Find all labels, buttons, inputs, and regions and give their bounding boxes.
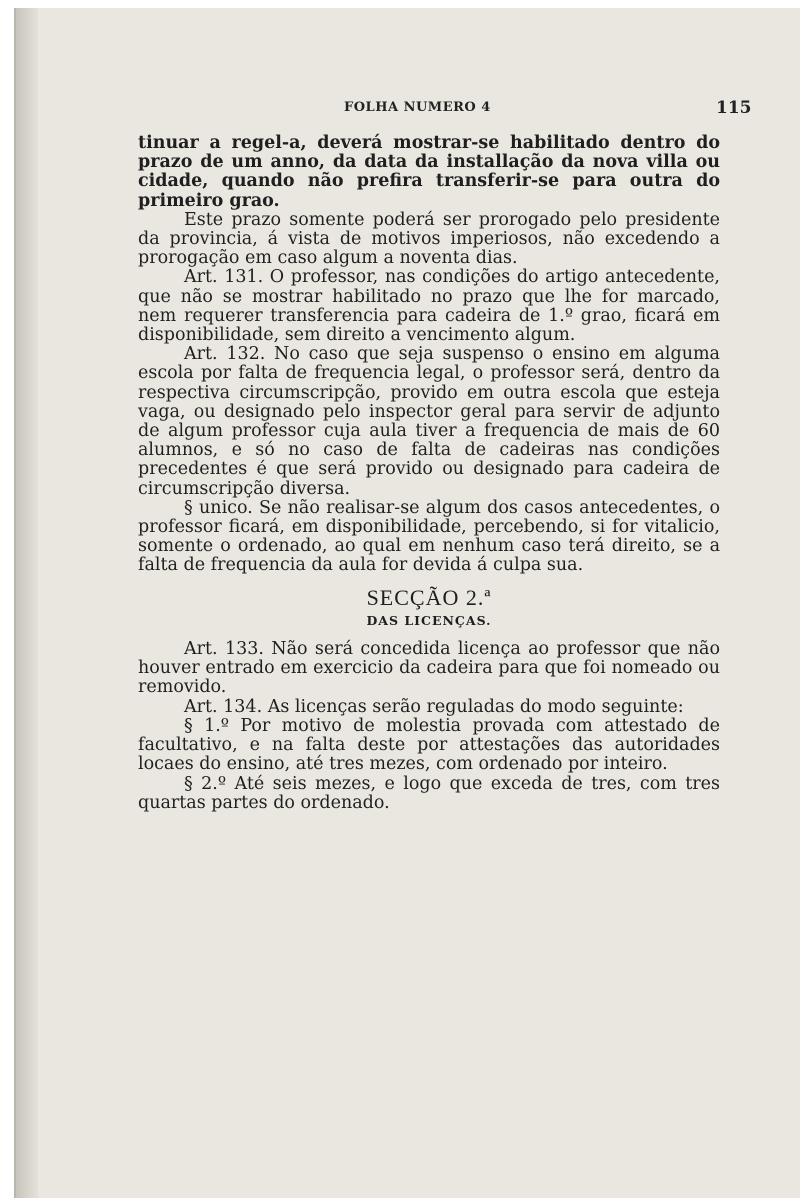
article-134: Art. 134. As licenças serão reguladas do modo seguinte: bbox=[184, 696, 684, 717]
paragraph-2: § 2.º Até seis mezes, e logo que exceda de tres, com tres quartas partes do ordenado. bbox=[138, 773, 720, 813]
paragraph-continuation: tinuar a regel-a, deverá mostrar-se habilitado dentro do prazo de um anno, da data da installação da nova villa ou cidade, quando não prefira transferir-se para outra do primeiro grao. bbox=[138, 133, 720, 211]
article-133: Art. 133. Não será concedida licença ao professor que não houver entrado em exercicio da cadeira para que foi nomeado ou removido. bbox=[138, 639, 720, 698]
page-number: 115 bbox=[716, 98, 752, 118]
book-page bbox=[14, 8, 800, 1198]
running-head: FOLHA NUMERO 4 bbox=[344, 100, 491, 115]
article-131: Art. 131. O professor, nas condições do artigo antecedente, que não se mostrar habilitado no prazo que lhe for marcado, nem requerer transferencia para cadeira de 1.º grao, ficará em disponibilidade, sem direito a vencimento algum. bbox=[138, 267, 720, 346]
paragraph-1: § 1.º Por motivo de molestia provada com attestado de facultativo, e na falta deste por attestações das autoridades locaes do ensino, até tres mezes, com ordenado por inteiro. bbox=[138, 715, 720, 775]
page-spine-shadow bbox=[16, 8, 38, 1198]
section-title: SECÇÃO 2.ª bbox=[366, 584, 492, 610]
article-132: Art. 132. No caso que seja suspenso o ensino em alguma escola por falta de frequencia legal, o professor será, dentro da respectiva circumscripção, provido em outra escola que esteja vaga, ou designado pelo inspector geral para servir de adjunto de algum professor cuja aula tiver a frequencia de mais de 60 alumnos, e só no caso de falta de cadeiras nas condições precedentes é que será provido ou designado para cadeira de circumscripção diversa. bbox=[138, 344, 720, 499]
body-text bbox=[138, 134, 720, 813]
section-subtitle: DAS LICENÇAS. bbox=[366, 612, 492, 628]
paragraph-prazo: Este prazo somente poderá ser prorogado pelo presidente da provincia, á vista de motivos imperiosos, não excedendo a prorogação em caso algum a noventa dias. bbox=[138, 209, 720, 269]
paragraph-unico: § unico. Se não realisar-se algum dos casos antecedentes, o professor ficará, em disponibilidade, percebendo, si for vitalicio, somente o ordenado, ao qual em nenhum caso terá direito, se a falta de frequencia da aula for devida á culpa sua. bbox=[138, 497, 720, 576]
page-header bbox=[16, 100, 800, 124]
